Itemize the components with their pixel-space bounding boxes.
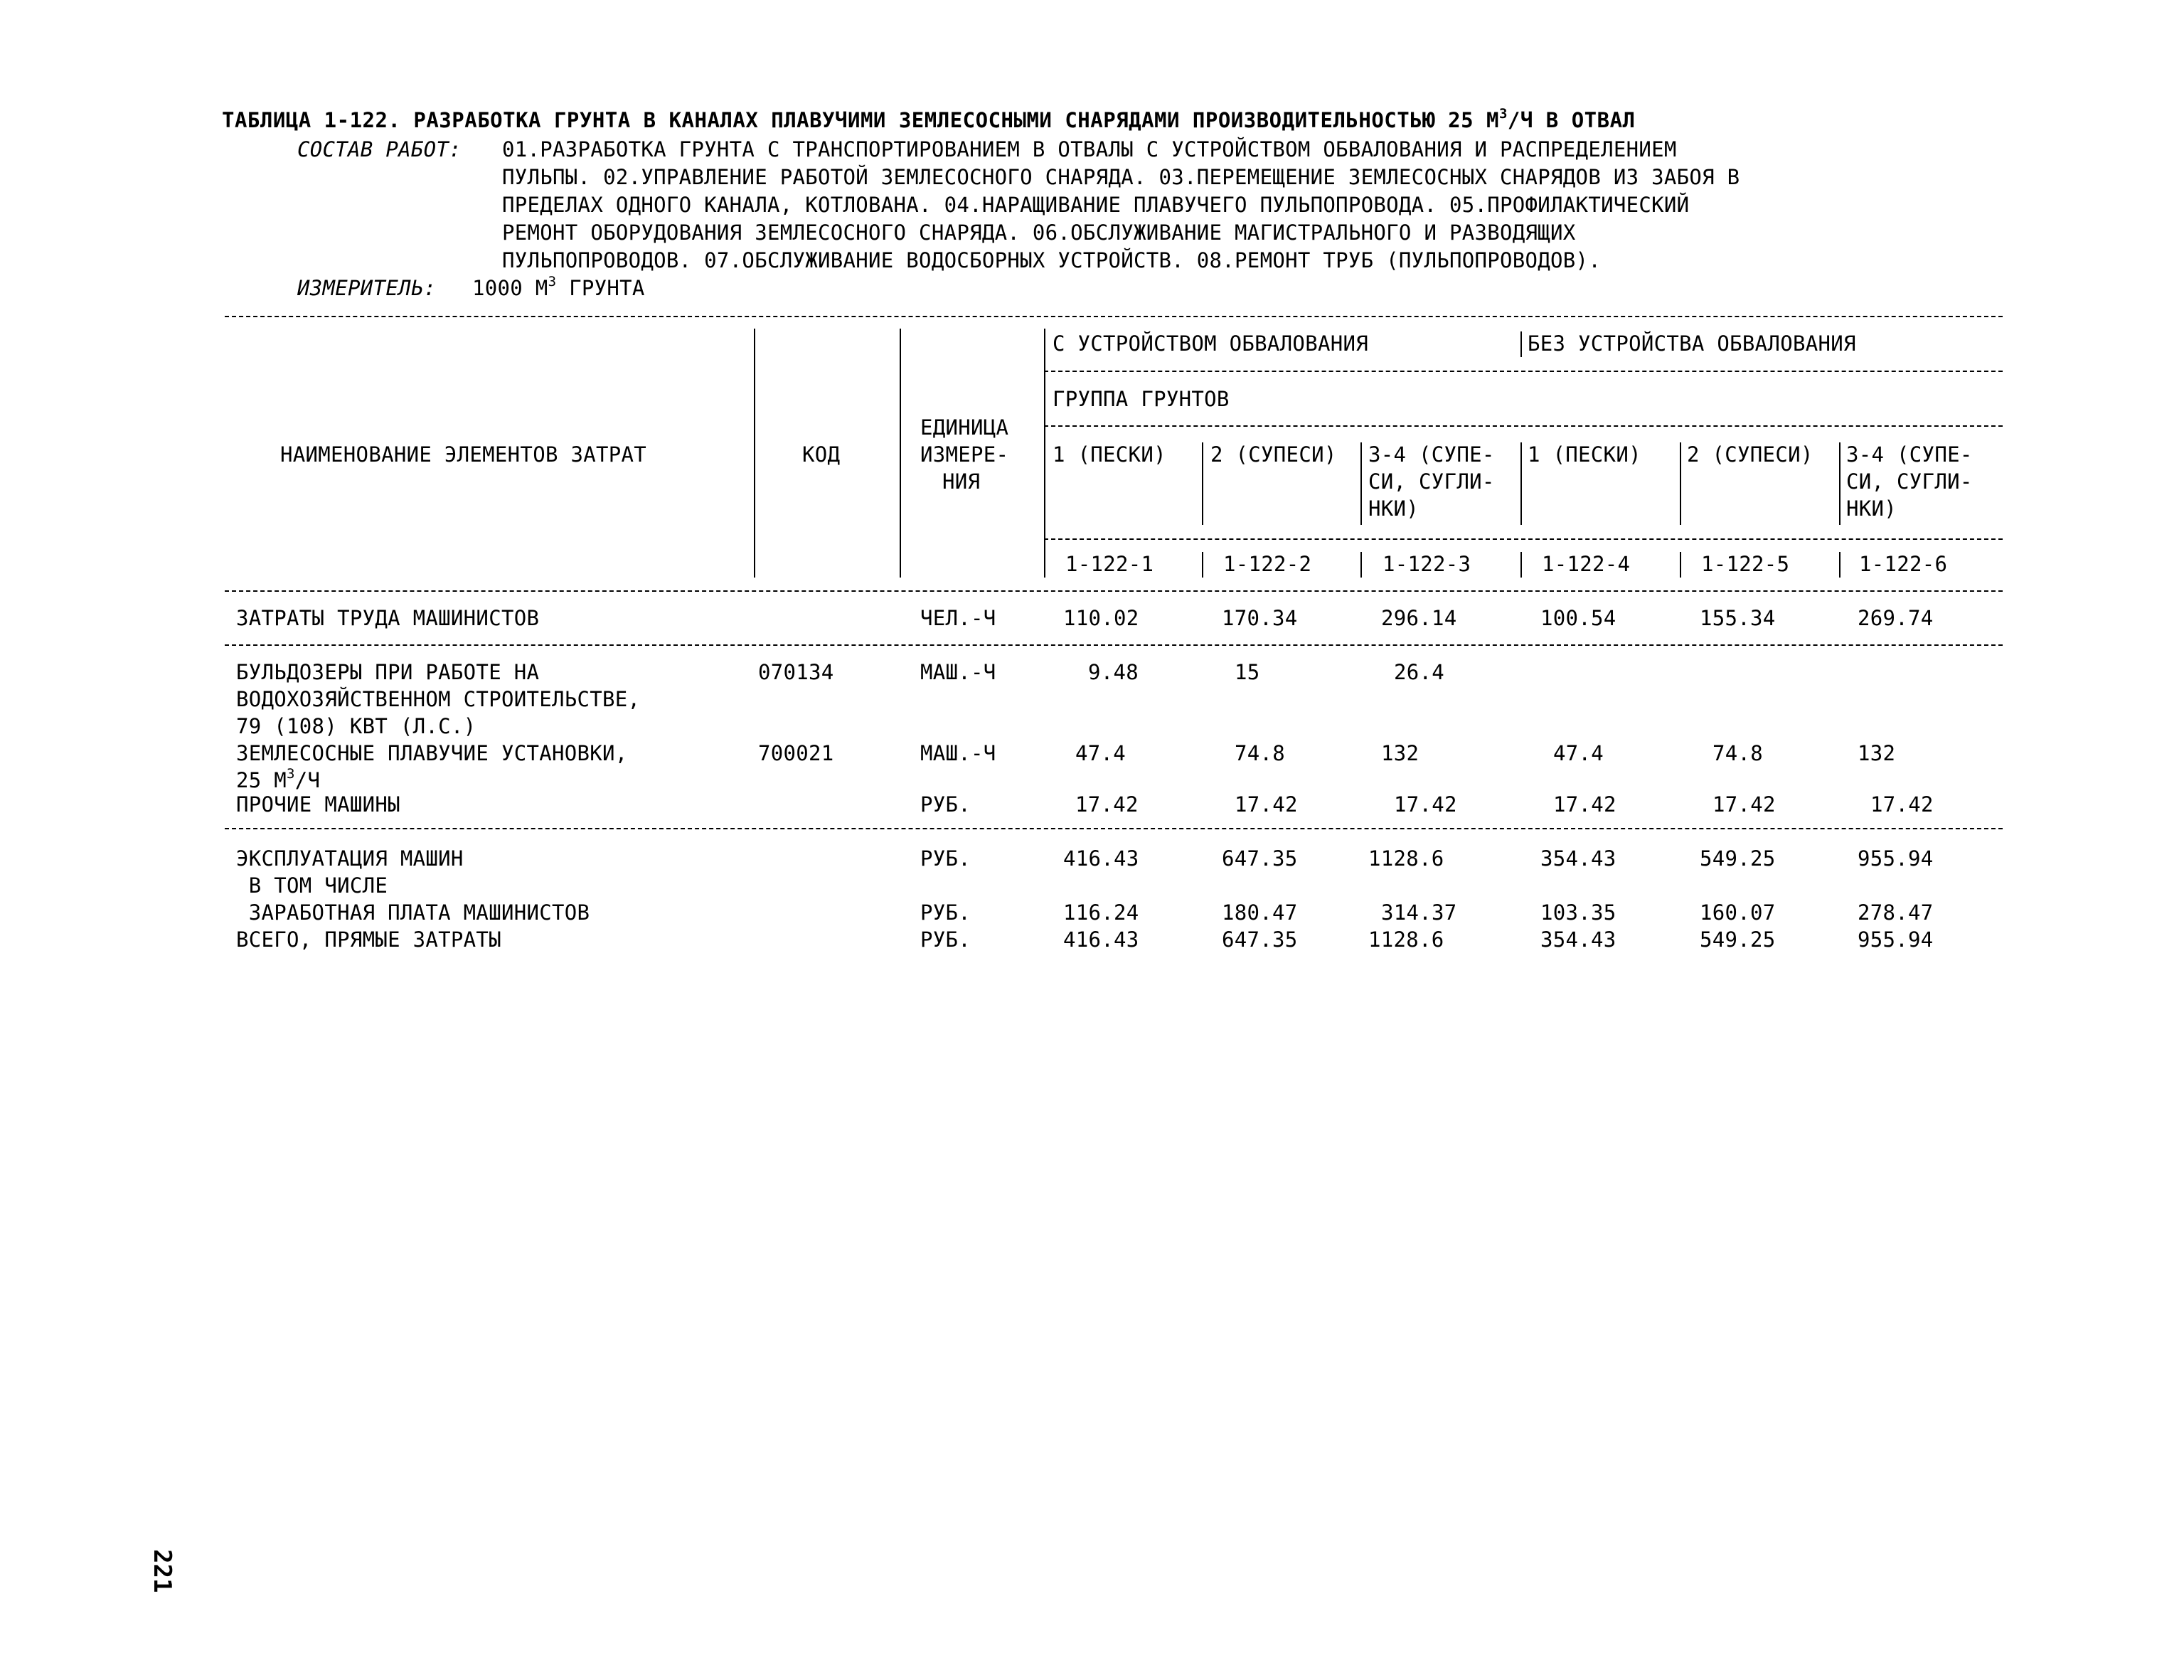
row-other-v1: 17.42: [1075, 792, 1139, 817]
row-total-v3: 1128.6: [1368, 927, 1444, 952]
rule-header-bottom: [225, 590, 2003, 592]
page-number: 221: [148, 1549, 176, 1593]
row-wages-v2: 180.47: [1222, 900, 1298, 925]
row-bulldozers-unit: МАШ.-Ч: [920, 660, 996, 684]
row-dredgers-v3: 132: [1381, 741, 1419, 765]
row-total-unit: РУБ.: [920, 927, 971, 952]
row-dredgers-v5: 74.8: [1712, 741, 1764, 765]
soil-3-line-2: СИ, СУГЛИ-: [1368, 469, 1495, 494]
row-labor-v4: 100.54: [1540, 606, 1616, 630]
row-operation-unit: РУБ.: [920, 846, 971, 871]
soil-2: 2 (СУПЕСИ): [1210, 442, 1337, 467]
row-wages-unit: РУБ.: [920, 900, 971, 925]
code-3: 1-122-3: [1383, 552, 1471, 576]
row-labor-v2: 170.34: [1222, 606, 1298, 630]
row-dredgers-name-1: ЗЕМЛЕСОСНЫЕ ПЛАВУЧИЕ УСТАНОВКИ,: [236, 741, 628, 765]
rule-top: [225, 316, 2003, 317]
code-4: 1-122-4: [1542, 552, 1631, 576]
row-wages-name: ЗАРАБОТНАЯ ПЛАТА МАШИНИСТОВ: [236, 900, 590, 925]
row-wages-v4: 103.35: [1540, 900, 1616, 925]
row-other-unit: РУБ.: [920, 792, 971, 817]
row-other-v5: 17.42: [1712, 792, 1776, 817]
row-other-v3: 17.42: [1394, 792, 1457, 817]
row-dredgers-v4: 47.4: [1553, 741, 1604, 765]
soil-1: 1 (ПЕСКИ): [1053, 442, 1166, 467]
work-line-5: ПУЛЬПОПРОВОДОВ. 07.ОБСЛУЖИВАНИЕ ВОДОСБОРНЫХ УСТРОЙСТВ. 08.РЕМОНТ ТРУБ (ПУЛЬПОПРОВОДОВ).: [502, 248, 1602, 272]
row-total-v1: 416.43: [1063, 927, 1139, 952]
row-bulldozers-v1: 9.48: [1088, 660, 1139, 684]
row-bulldozers-v3: 26.4: [1394, 660, 1445, 684]
header-unit-3: НИЯ: [942, 469, 981, 494]
row-wages-v5: 160.07: [1700, 900, 1776, 925]
work-line-4: РЕМОНТ ОБОРУДОВАНИЯ ЗЕМЛЕСОСНОГО СНАРЯДА. 06.ОБСЛУЖИВАНИЕ МАГИСТРАЛЬНОГО И РАЗВОДЯЩИХ: [502, 220, 1576, 245]
row-operation-v2: 647.35: [1222, 846, 1298, 871]
vbar-code-5: [1680, 552, 1681, 578]
rule-group: [1044, 371, 2003, 372]
row-dredgers-v6: 132: [1858, 741, 1896, 765]
header-group-with: С УСТРОЙСТВОМ ОБВАЛОВАНИЯ: [1053, 331, 1368, 356]
row-other-v6: 17.42: [1870, 792, 1934, 817]
row-bulldozers-code: 070134: [758, 660, 834, 684]
row-dredgers-code: 700021: [758, 741, 834, 765]
row-total-v5: 549.25: [1700, 927, 1776, 952]
row-labor-name: ЗАТРАТЫ ТРУДА МАШИНИСТОВ: [236, 606, 540, 630]
header-name: НАИМЕНОВАНИЕ ЭЛЕМЕНТОВ ЗАТРАТ: [280, 442, 647, 467]
soil-3-line-3: НКИ): [1368, 496, 1419, 521]
vbar-code-2: [1202, 552, 1203, 578]
row-total-name: ВСЕГО, ПРЯМЫЕ ЗАТРАТЫ: [236, 927, 501, 952]
header-unit-2: ИЗМЕРЕ-: [920, 442, 1009, 467]
row-dredgers-v2: 74.8: [1235, 741, 1286, 765]
meter-label: ИЗМЕРИТЕЛЬ:: [297, 276, 437, 300]
header-group-without: БЕЗ УСТРОЙСТВА ОБВАЛОВАНИЯ: [1528, 331, 1856, 356]
vbar-name: [754, 329, 755, 578]
row-including-name: В ТОМ ЧИСЛЕ: [236, 873, 388, 898]
soil-6-line-3: НКИ): [1846, 496, 1897, 521]
soil-4: 1 (ПЕСКИ): [1528, 442, 1641, 467]
rule-soil: [1044, 425, 2003, 427]
rule-labor: [225, 644, 2003, 646]
row-labor-unit: ЧЕЛ.-Ч: [920, 606, 996, 630]
vbar-code-6: [1839, 552, 1841, 578]
row-wages-v1: 116.24: [1063, 900, 1139, 925]
row-bulldozers-name-2: ВОДОХОЗЯЙСТВЕННОМ СТРОИТЕЛЬСТВЕ,: [236, 687, 641, 711]
code-5: 1-122-5: [1701, 552, 1790, 576]
soil-3-line-1: 3-4 (СУПЕ-: [1368, 442, 1495, 467]
row-total-v4: 354.43: [1540, 927, 1616, 952]
row-labor-v3: 296.14: [1381, 606, 1457, 630]
row-other-v2: 17.42: [1235, 792, 1298, 817]
row-other-name: ПРОЧИЕ МАШИНЫ: [236, 792, 400, 817]
vbar-unit: [1044, 329, 1045, 578]
row-total-v2: 647.35: [1222, 927, 1298, 952]
row-operation-v1: 416.43: [1063, 846, 1139, 871]
rule-codes: [1044, 538, 2003, 540]
code-2: 1-122-2: [1223, 552, 1312, 576]
table-title: ТАБЛИЦА 1-122. РАЗРАБОТКА ГРУНТА В КАНАЛАХ ПЛАВУЧИМИ ЗЕМЛЕСОСНЫМИ СНАРЯДАМИ ПРОИЗВОДИТЕЛЬНОСТЬЮ 25 $М^3/Ч$ В ОТВАЛ: [222, 106, 1636, 132]
row-wages-v6: 278.47: [1858, 900, 1934, 925]
vbar-code-3: [1360, 552, 1362, 578]
meter-value: 1000 $М^3$ ГРУНТА: [472, 274, 645, 300]
row-labor-v5: 155.34: [1700, 606, 1776, 630]
code-6: 1-122-6: [1859, 552, 1948, 576]
row-operation-v3: 1128.6: [1368, 846, 1444, 871]
work-line-1: 01.РАЗРАБОТКА ГРУНТА С ТРАНСПОРТИРОВАНИЕМ В ОТВАЛЫ С УСТРОЙСТВОМ ОБВАЛОВАНИЯ И РАСПРЕДЕЛЕНИЕМ: [502, 137, 1677, 161]
row-bulldozers-v2: 15: [1235, 660, 1260, 684]
row-dredgers-unit: МАШ.-Ч: [920, 741, 996, 765]
vbar-soil-5: [1680, 442, 1681, 525]
code-1: 1-122-1: [1065, 552, 1154, 576]
row-operation-name: ЭКСПЛУАТАЦИЯ МАШИН: [236, 846, 464, 871]
vbar-code-1: [1044, 552, 1045, 578]
row-bulldozers-name-1: БУЛЬДОЗЕРЫ ПРИ РАБОТЕ НА: [236, 660, 540, 684]
header-soil-group: ГРУППА ГРУНТОВ: [1053, 387, 1230, 411]
soil-5: 2 (СУПЕСИ): [1687, 442, 1813, 467]
work-composition-label: СОСТАВ РАБОТ:: [297, 137, 462, 161]
row-total-v6: 955.94: [1858, 927, 1934, 952]
vbar-code-4: [1520, 552, 1522, 578]
soil-6-line-1: 3-4 (СУПЕ-: [1846, 442, 1973, 467]
row-labor-v1: 110.02: [1063, 606, 1139, 630]
row-operation-v4: 354.43: [1540, 846, 1616, 871]
row-dredgers-v1: 47.4: [1075, 741, 1126, 765]
row-dredgers-name-2: 25 $М^3/Ч$: [236, 766, 321, 792]
vbar-soil-2: [1202, 442, 1203, 525]
soil-6-line-2: СИ, СУГЛИ-: [1846, 469, 1973, 494]
row-labor-v6: 269.74: [1858, 606, 1934, 630]
vbar-soil-3: [1360, 442, 1362, 525]
vbar-soil-6: [1839, 442, 1841, 525]
row-operation-v5: 549.25: [1700, 846, 1776, 871]
rule-machines: [225, 828, 2003, 829]
row-other-v4: 17.42: [1553, 792, 1616, 817]
row-bulldozers-name-3: 79 (108) КВТ (Л.С.): [236, 714, 476, 738]
vbar-soil-4: [1520, 442, 1522, 525]
row-wages-v3: 314.37: [1381, 900, 1457, 925]
header-code: КОД: [802, 442, 841, 467]
work-line-3: ПРЕДЕЛАХ ОДНОГО КАНАЛА, КОТЛОВАНА. 04.НАРАЩИВАНИЕ ПЛАВУЧЕГО ПУЛЬПОПРОВОДА. 05.ПРОФИЛАКТИЧЕСКИЙ: [502, 193, 1690, 217]
vbar-code: [900, 329, 901, 578]
header-unit-1: ЕДИНИЦА: [920, 415, 1009, 440]
row-operation-v6: 955.94: [1858, 846, 1934, 871]
vbar-groups: [1520, 331, 1522, 357]
work-line-2: ПУЛЬПЫ. 02.УПРАВЛЕНИЕ РАБОТОЙ ЗЕМЛЕСОСНОГО СНАРЯДА. 03.ПЕРЕМЕЩЕНИЕ ЗЕМЛЕСОСНЫХ СНАРЯДОВ ИЗ ЗАБОЯ В: [502, 165, 1740, 189]
